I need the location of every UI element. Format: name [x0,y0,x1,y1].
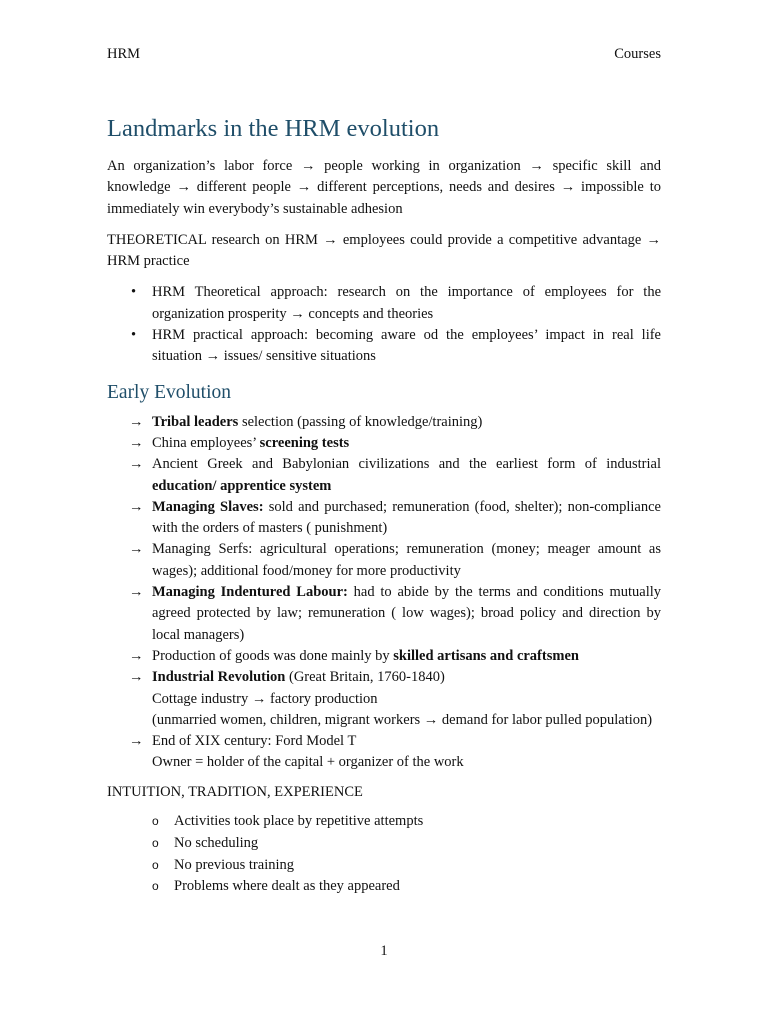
list-item [107,412,661,433]
header-right: Courses [614,46,661,62]
bullet-icon: • [131,284,137,301]
arrow-icon: → [129,456,144,473]
list-item [107,282,661,325]
item-text: Managing Serfs: agricultural operations; remuneration (money; meager amount as wages); additional food/money for more productivity [152,541,661,579]
list-item [107,667,661,731]
arrow-icon: → [129,733,144,750]
list-item-text: HRM Theoretical approach: research on the importance of employees for the organization prosperity → concepts and theories [152,284,661,322]
item-bold: education/ apprentice system [152,477,332,494]
list-item [107,855,661,877]
arrow-icon: → [129,434,144,451]
item-text: sold and purchased; remuneration (food, shelter); non-compliance with the orders of masters ( punishment) [152,498,661,537]
arrow-icon: → [129,669,144,686]
list-item-text: Activities took place by repetitive attempts [174,813,424,830]
item-subline: (unmarried women, children, migrant workers → demand for labor pulled population) [152,711,653,728]
circle-bullet-icon: o [152,857,159,872]
list-item [107,582,661,646]
bullet-icon: • [131,327,137,344]
page-number: 1 [380,943,388,959]
circle-bullet-icon: o [152,835,159,850]
theoretical-paragraph: THEORETICAL research on HRM → employees could provide a competitive advantage → HRM practice [107,231,661,270]
item-bold: Tribal leaders [152,413,239,430]
arrow-icon: → [129,647,144,664]
list-item [107,539,661,582]
header-left: HRM [107,46,141,62]
arrow-icon: → [129,413,144,430]
item-text: Production of goods was done mainly by [152,647,394,664]
circle-bullet-icon: o [152,879,159,894]
list-item-text: No scheduling [174,834,259,851]
intro-paragraph: An organization’s labor force → people working in organization → specific skill and knowledge → different people → different perceptions, needs and desires → impossible to immediately win everybody’s sustainable adhesion [107,158,661,217]
list-item [107,325,661,368]
item-bold: Managing Slaves: [152,498,264,515]
item-bold: Industrial Revolution [152,669,286,686]
page-title: Landmarks in the HRM evolution [107,115,440,142]
list-item-text: Problems where dealt as they appeared [174,878,400,895]
item-text: selection (passing of knowledge/training) [238,413,483,430]
list-item [107,497,661,540]
item-subline: Owner = holder of the capital + organizer of the work [152,754,464,771]
item-subline: Cottage industry → factory production [152,690,378,707]
approach-list [107,282,661,367]
arrow-icon: → [129,584,144,601]
list-item [107,454,661,497]
arrow-icon: → [129,498,144,515]
circle-bullet-icon: o [152,814,159,829]
item-bold: screening tests [259,434,350,451]
item-text: China employees’ [152,434,260,451]
early-evolution-list [107,412,661,774]
list-item-text: No previous training [174,856,295,873]
item-bold: skilled artisans and craftsmen [393,647,579,664]
item-text: End of XIX century: Ford Model T [152,733,357,750]
item-text: Ancient Greek and Babylonian civilizations and the earliest form of industrial [152,456,661,473]
intuition-heading: INTUITION, TRADITION, EXPERIENCE [107,783,363,800]
section-title: Early Evolution [107,381,232,403]
list-item [107,433,661,454]
page-header [107,46,661,63]
item-bold: Managing Indentured Labour: [152,584,348,601]
list-item [107,646,661,667]
list-item [107,833,661,855]
item-text: had to abide by the terms and conditions mutually agreed protected by law; remuneration ( low wages); broad policy and direction by local managers) [152,584,662,643]
page-content [107,112,661,898]
item-text: (Great Britain, 1760-1840) [285,669,445,686]
practice-list [107,811,661,898]
arrow-icon: → [129,541,144,558]
list-item [107,731,661,774]
list-item [107,811,661,833]
list-item [107,876,661,898]
list-item-text: HRM practical approach: becoming aware od the employees’ impact in real life situation → issues/ sensitive situations [152,327,661,365]
